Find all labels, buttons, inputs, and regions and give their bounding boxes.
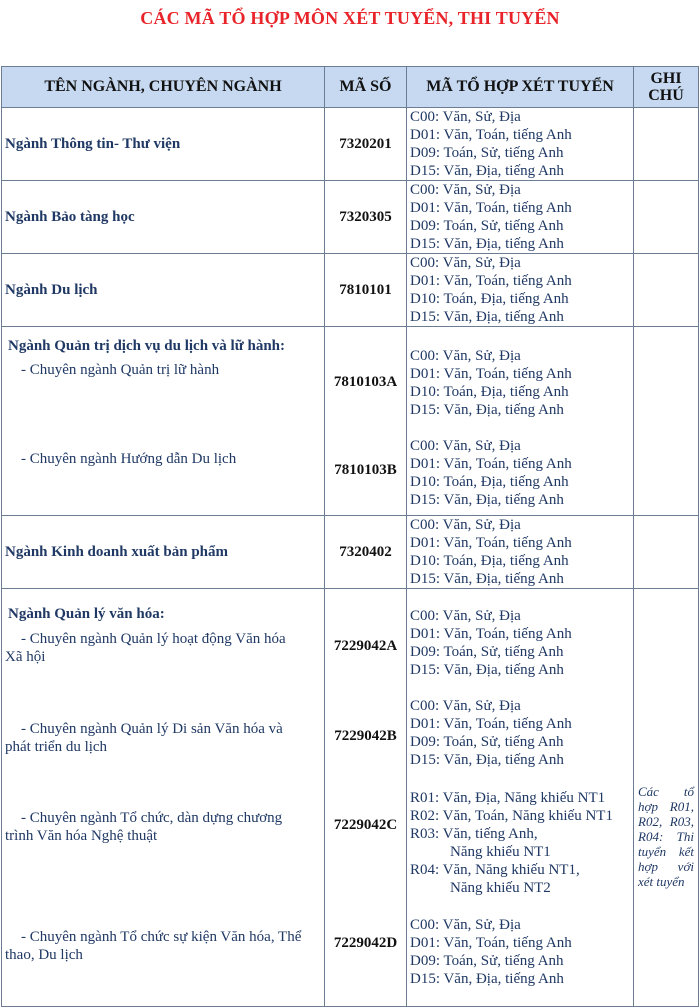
note-cell	[634, 108, 699, 181]
program-code: 7320201	[325, 108, 407, 181]
combo-item: D10: Toán, Địa, tiếng Anh	[410, 474, 569, 490]
combo-item: C00: Văn, Sử, Địa	[410, 255, 521, 271]
note-cell	[634, 181, 699, 254]
combo-item: C00: Văn, Sử, Địa	[410, 917, 521, 933]
table-row	[2, 589, 699, 1007]
combo-item: D15: Văn, Địa, tiếng Anh	[410, 402, 564, 418]
combo-item: D15: Văn, Địa, tiếng Anh	[410, 492, 564, 508]
combo-item: R02: Văn, Toán, Năng khiếu NT1	[410, 808, 613, 824]
combo-item: D01: Văn, Toán, tiếng Anh	[410, 456, 572, 472]
sub-program-name-line2: trình Văn hóa Nghệ thuật	[5, 828, 158, 844]
combo-item: D01: Văn, Toán, tiếng Anh	[410, 200, 572, 216]
combo-item: C00: Văn, Sử, Địa	[410, 517, 521, 533]
combo-item: D01: Văn, Toán, tiếng Anh	[410, 535, 572, 551]
combo-item: D01: Văn, Toán, tiếng Anh	[410, 127, 572, 143]
combo-item: D09: Toán, Sử, tiếng Anh	[410, 644, 564, 660]
combo-item: R01: Văn, Địa, Năng khiếu NT1	[410, 790, 606, 806]
combo-item: D15: Văn, Địa, tiếng Anh	[410, 309, 564, 325]
note-cell	[634, 516, 699, 589]
combo-item: D01: Văn, Toán, tiếng Anh	[410, 366, 572, 382]
combo-item: D15: Văn, Địa, tiếng Anh	[410, 752, 564, 768]
sub-program-code: 7229042D	[333, 935, 398, 951]
combo-item: D01: Văn, Toán, tiếng Anh	[410, 716, 572, 732]
program-group-name: Ngành Quản trị dịch vụ du lịch và lữ hành:	[8, 338, 286, 354]
sub-program-code: 7810103A	[333, 374, 398, 390]
sub-program-name-line2: Xã hội	[5, 649, 46, 665]
program-name: Ngành Du lịch	[2, 254, 325, 327]
table-row	[2, 254, 699, 327]
combo-item: D10: Toán, Địa, tiếng Anh	[410, 291, 569, 307]
combo-list	[407, 516, 634, 589]
sub-program-name-line1: - Chuyên ngành Tổ chức sự kiện Văn hóa, Thể	[21, 929, 302, 945]
table-row	[2, 108, 699, 181]
program-name: Ngành Thông tin- Thư viện	[2, 108, 325, 181]
combo-list	[407, 108, 634, 181]
sub-program-code: 7229042A	[333, 638, 398, 654]
combo-item: C00: Văn, Sử, Địa	[410, 109, 521, 125]
page-title: CÁC MÃ TỔ HỢP MÔN XÉT TUYỂN, THI TUYỂN	[140, 8, 560, 28]
sub-program-name	[5, 928, 324, 964]
header-name: TÊN NGÀNH, CHUYÊN NGÀNH	[2, 67, 325, 108]
table-row	[2, 327, 699, 516]
combo-item: C00: Văn, Sử, Địa	[410, 182, 521, 198]
header-note-line1: GHI	[650, 70, 682, 87]
table-row	[2, 181, 699, 254]
sub-program-name-line1: - Chuyên ngành Quản lý Di sản Văn hóa và	[21, 721, 283, 737]
program-group-name: Ngành Quản lý văn hóa:	[8, 606, 165, 622]
header-note	[634, 67, 699, 108]
combo-item: C00: Văn, Sử, Địa	[410, 698, 521, 714]
program-code-cell	[325, 589, 407, 1007]
combo-item: C00: Văn, Sử, Địa	[410, 438, 521, 454]
combo-item: D10: Toán, Địa, tiếng Anh	[410, 553, 569, 569]
sub-program-name-line2: phát triển du lịch	[5, 739, 108, 755]
sub-program-name	[5, 809, 324, 845]
program-code-cell	[325, 327, 407, 516]
combo-item: D01: Văn, Toán, tiếng Anh	[410, 935, 572, 951]
sub-program-name: - Chuyên ngành Quản trị lữ hành	[21, 362, 220, 378]
program-code: 7810101	[325, 254, 407, 327]
combo-item: D09: Toán, Sử, tiếng Anh	[410, 145, 564, 161]
combo-item: D15: Văn, Địa, tiếng Anh	[410, 571, 564, 587]
combo-list	[407, 181, 634, 254]
combo-item: D15: Văn, Địa, tiếng Anh	[410, 163, 564, 179]
program-name: Ngành Kinh doanh xuất bản phẩm	[2, 516, 325, 589]
combo-item: R03: Văn, tiếng Anh,	[410, 826, 538, 842]
combo-item: Năng khiếu NT2	[450, 880, 551, 896]
sub-program-code: 7810103B	[334, 462, 397, 478]
sub-program-name-line2: thao, Du lịch	[5, 947, 83, 963]
sub-program-name-line1: - Chuyên ngành Tổ chức, dàn dựng chương	[21, 810, 283, 826]
sub-program-name	[5, 630, 324, 666]
program-group-cell	[2, 589, 325, 1007]
sub-program-name: - Chuyên ngành Hướng dẫn Du lịch	[21, 451, 237, 467]
sub-program-code: 7229042B	[334, 728, 397, 744]
combo-item: D09: Toán, Sử, tiếng Anh	[410, 953, 564, 969]
combo-item: D10: Toán, Địa, tiếng Anh	[410, 384, 569, 400]
program-code: 7320402	[325, 516, 407, 589]
admission-combinations-table	[1, 66, 699, 1007]
program-code: 7320305	[325, 181, 407, 254]
combo-item: D09: Toán, Sử, tiếng Anh	[410, 734, 564, 750]
note-cell	[634, 327, 699, 516]
combo-list	[407, 589, 634, 1007]
combo-item: D01: Văn, Toán, tiếng Anh	[410, 626, 572, 642]
combo-list	[407, 327, 634, 516]
combo-item: R04: Văn, Năng khiếu NT1,	[410, 862, 580, 878]
header-code: MÃ SỐ	[325, 67, 407, 108]
header-note-line2: CHÚ	[648, 87, 684, 104]
program-group-cell	[2, 327, 325, 516]
sub-program-name-line1: - Chuyên ngành Quản lý hoạt động Văn hóa	[21, 631, 286, 647]
note-cell	[634, 254, 699, 327]
header-combos: MÃ TỔ HỢP XÉT TUYỂN	[407, 67, 634, 108]
combo-list	[407, 254, 634, 327]
note-cell	[634, 589, 699, 1007]
combo-item: C00: Văn, Sử, Địa	[410, 348, 521, 364]
table-row	[2, 516, 699, 589]
combo-item: D01: Văn, Toán, tiếng Anh	[410, 273, 572, 289]
combo-item: C00: Văn, Sử, Địa	[410, 608, 521, 624]
combo-item: D15: Văn, Địa, tiếng Anh	[410, 236, 564, 252]
program-name: Ngành Bảo tàng học	[2, 181, 325, 254]
combo-item: Năng khiếu NT1	[450, 844, 551, 860]
combo-item: D15: Văn, Địa, tiếng Anh	[410, 971, 564, 987]
note-text: Các tổ hợp R01, R02, R03, R04: Thi tuyển kết hợp với xét tuyển	[638, 784, 694, 889]
table-header-row	[2, 67, 699, 108]
sub-program-name	[5, 720, 324, 756]
combo-item: D15: Văn, Địa, tiếng Anh	[410, 662, 564, 678]
sub-program-code: 7229042C	[333, 817, 398, 833]
combo-item: D09: Toán, Sử, tiếng Anh	[410, 218, 564, 234]
